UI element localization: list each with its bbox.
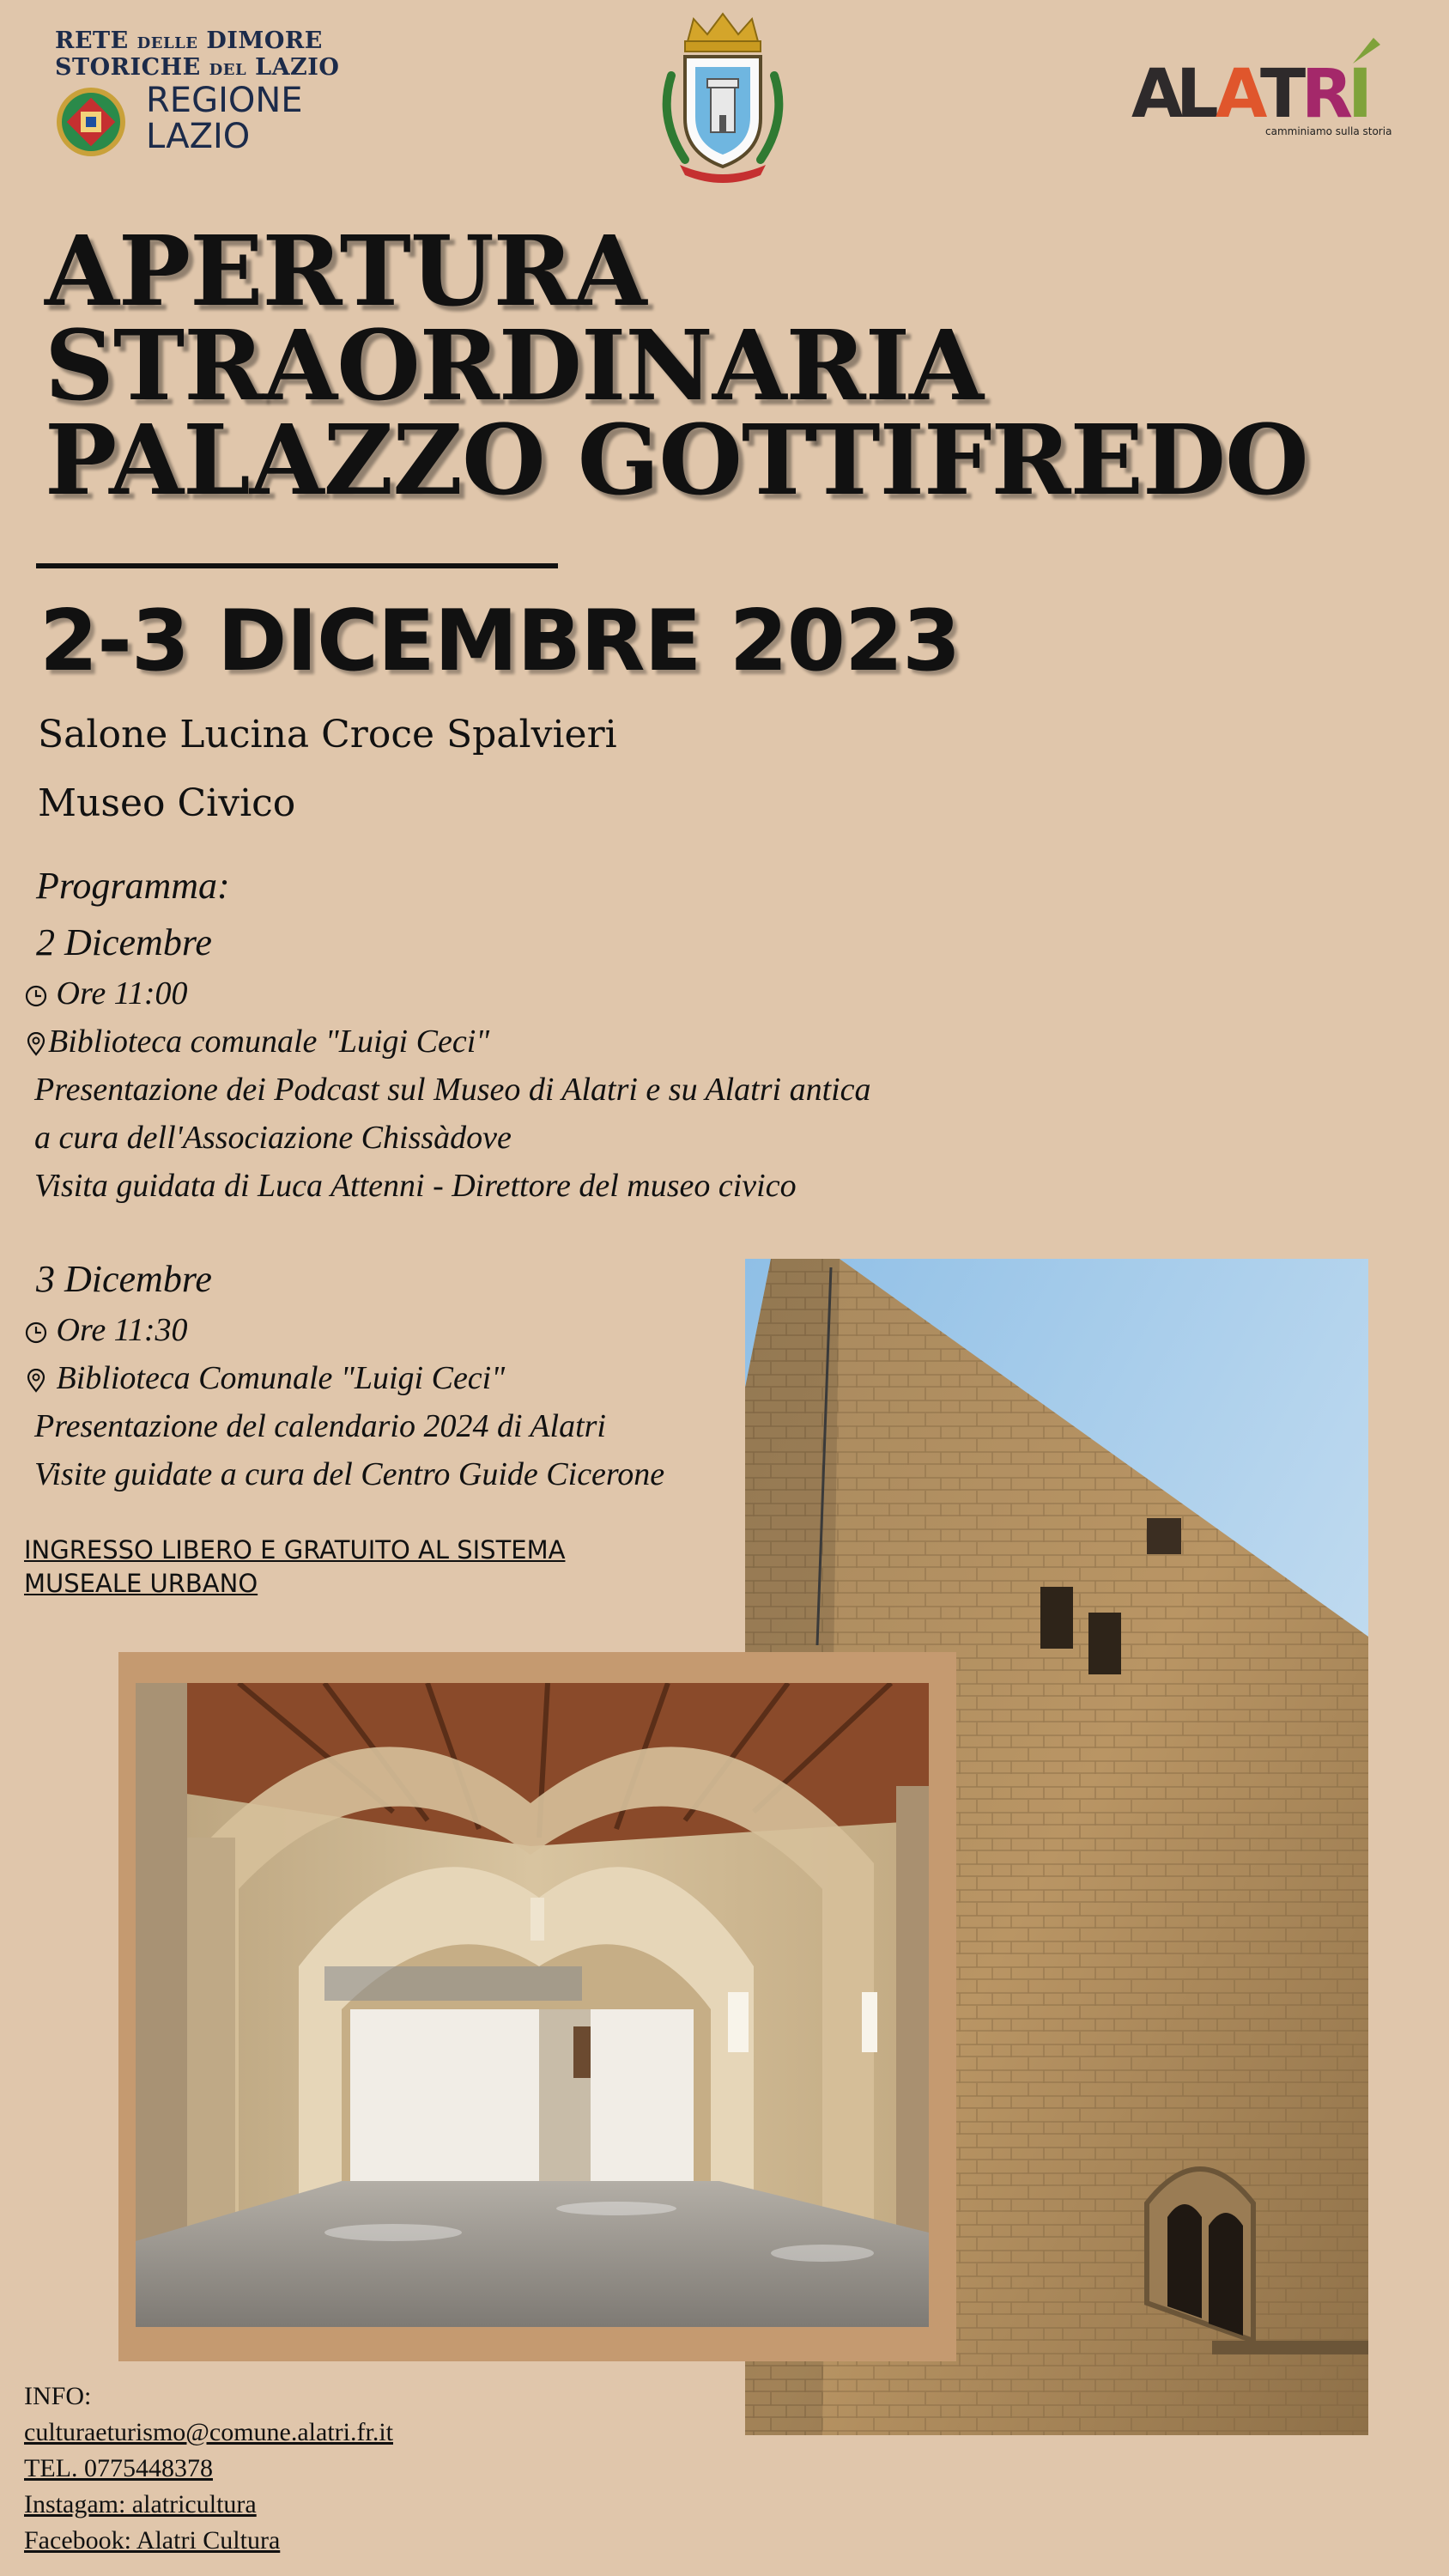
svg-text:R: R [1301,56,1354,129]
page-title [45,216,1308,517]
svg-text:A: A [1131,56,1184,129]
day1-date: 2 Dicembre [36,921,212,963]
svg-text:T: T [1260,56,1307,129]
program-heading: Programma: [36,865,230,907]
regione-lazio-shield-icon [55,86,127,158]
info-instagram-link[interactable]: Instagam: alatricultura [24,2490,257,2518]
free-entry-notice: INGRESSO LIBERO E GRATUITO AL SISTEMA MUSEALE URBANO [24,1535,566,1598]
title-line-2: STRAORDINARIA [45,310,983,422]
alatri-logo-icon [1131,34,1389,129]
info-phone-link[interactable]: TEL. 0775448378 [24,2454,213,2482]
day1-desc-3: Visita guidata di Luca Attenni - Direttore del museo civico [34,1168,797,1204]
svg-text:L: L [1176,56,1219,129]
clock-icon [24,1321,48,1345]
contact-info [24,2379,393,2559]
svg-text:I: I [1348,56,1373,129]
title-divider [36,563,558,568]
day1-place: Biblioteca comunale "Luigi Ceci" [24,1018,489,1065]
map-pin-icon [24,1032,48,1056]
day2-time: Ore 11:30 [24,1307,188,1353]
venue-line-1: Salone Lucina Croce Spalvieri [38,713,617,756]
salone-interior-photo [136,1683,929,2327]
info-label: INFO: [24,2382,92,2410]
info-facebook-link[interactable]: Facebook: Alatri Cultura [24,2526,281,2555]
title-line-3: PALAZZO GOTTIFREDO [45,404,1308,517]
day2-date: 3 Dicembre [36,1258,212,1300]
venue-line-2: Museo Civico [38,781,296,825]
map-pin-icon [24,1369,48,1393]
svg-text:A: A [1216,56,1268,129]
day2-desc-1: Presentazione del calendario 2024 di Alatri [34,1408,606,1444]
day1-time: Ore 11:00 [24,970,188,1017]
rete-dimore-logo-text: RETE DELLE DIMORE STORICHE DEL LAZIO [55,27,340,81]
info-email-link[interactable]: culturaeturismo@comune.alatri.fr.it [24,2418,393,2446]
day2-place: Biblioteca Comunale "Luigi Ceci" [24,1355,505,1401]
title-line-1: APERTURA [45,216,646,328]
regione-lazio-logo-text: REGIONE LAZIO [146,81,303,156]
alatri-coat-of-arms-icon [646,7,800,185]
day2-desc-2: Visite guidate a cura del Centro Guide Cicerone [34,1456,665,1492]
day1-desc-1: Presentazione dei Podcast sul Museo di Alatri e su Alatri antica [34,1072,871,1108]
event-date: 2-3 DICEMBRE 2023 [39,592,961,690]
alatri-tagline: camminiamo sulla storia [1265,125,1392,137]
clock-icon [24,984,48,1008]
day1-desc-2: a cura dell'Associazione Chissàdove [34,1120,512,1156]
